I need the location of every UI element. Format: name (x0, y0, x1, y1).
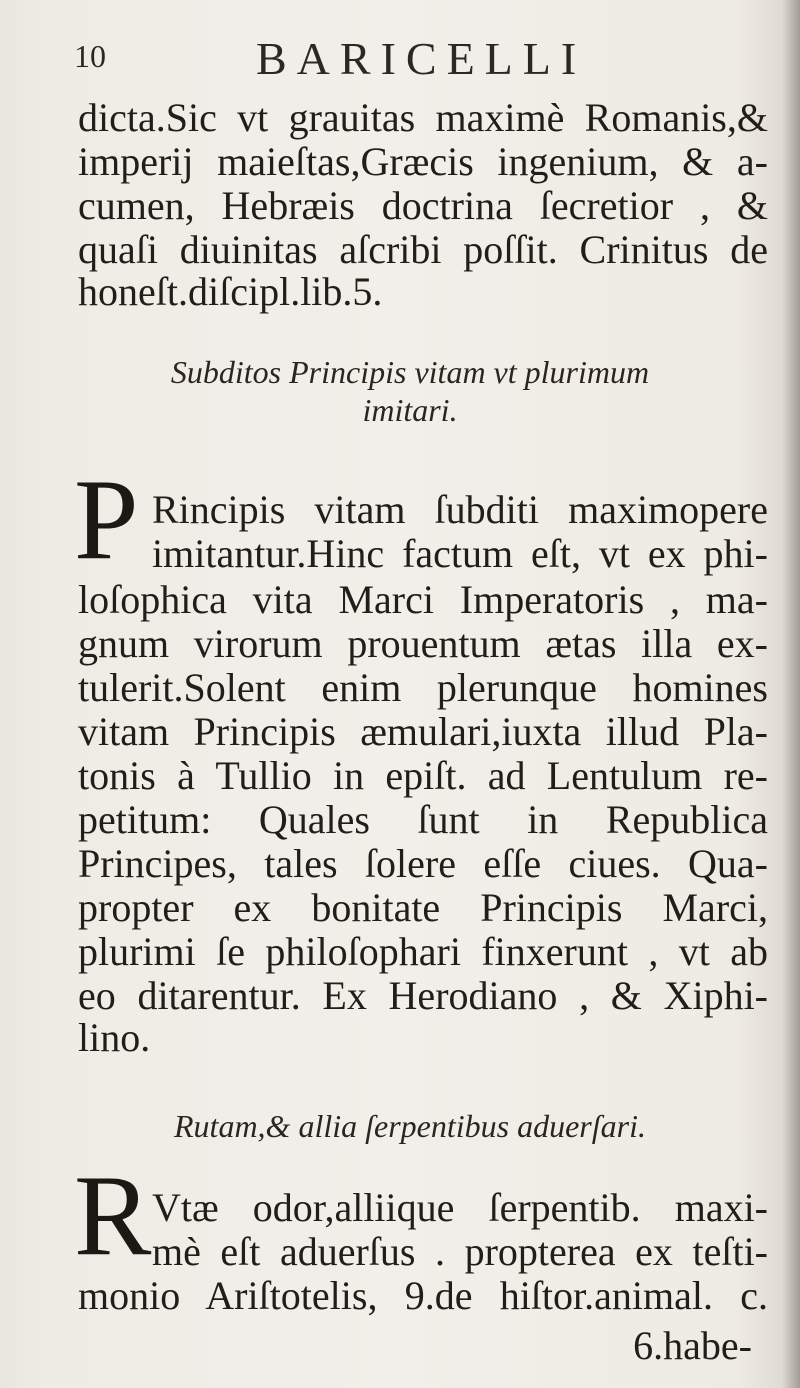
body-line: eo ditarentur. Ex Herodiano , & Xiphi- (78, 973, 768, 1018)
body-line: monio Ariſtotelis, 9.de hiſtor.animal. c. (78, 1273, 768, 1318)
body-line: Vtæ odor,alliique ſerpentib. maxi- (152, 1185, 768, 1230)
body-line: gnum virorum prouentum ætas illa ex- (78, 621, 768, 666)
page-number: 10 (74, 38, 106, 74)
body-line: tonis à Tullio in epiſt. ad Lentulum re- (78, 753, 768, 798)
section-heading-cont: imitari. (362, 392, 458, 428)
body-line: propter ex bonitate Principis Marci, (78, 885, 768, 930)
body-line: plurimi ſe philoſophari finxerunt , vt ab (78, 929, 768, 974)
running-head: BARICELLI (256, 33, 587, 84)
intro-line: cumen, Hebræis doctrina ſecretior , & (78, 183, 768, 228)
intro-line: quaſi diuinitas aſcribi poſſit. Crinitus de (78, 227, 768, 272)
intro-line: honeſt.diſcipl.lib.5. (78, 269, 383, 314)
body-line: petitum: Quales ſunt in Republica (78, 797, 768, 842)
body-line: tulerit.Solent enim plerunque homines (78, 665, 768, 710)
page-header (74, 28, 724, 88)
intro-line: dicta.Sic vt grauitas maximè Romanis,& (78, 95, 768, 140)
section-heading: Rutam,& allia ſerpentibus aduerſari. (174, 1108, 646, 1144)
body-line: loſophica vita Marci Imperatoris , ma- (78, 577, 768, 622)
intro-line: imperij maieſtas,Græcis ingenium, & a- (78, 139, 768, 184)
body-line: Rincipis vitam ſubditi maximopere (152, 487, 768, 532)
body-line: lino. (78, 1015, 151, 1060)
page-edge-shadow (782, 0, 800, 1388)
body-line: vitam Principis æmulari,iuxta illud Pla- (78, 709, 768, 754)
drop-cap: R (74, 1152, 152, 1280)
body-line: mè eſt aduerſus . propterea ex teſti- (152, 1229, 768, 1274)
drop-cap: P (74, 456, 139, 584)
catchword: 6.habe- (633, 1323, 752, 1368)
section-heading: Subditos Principis vitam vt plurimum (170, 354, 650, 390)
body-line: imitantur.Hinc factum eſt, vt ex phi- (152, 531, 768, 576)
body-line: Principes, tales ſolere eſſe ciues. Qua- (78, 841, 768, 886)
